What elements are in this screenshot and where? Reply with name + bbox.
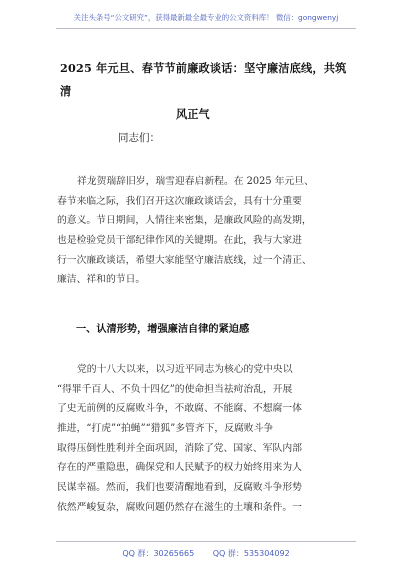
paragraph-1-line: 祥龙贺瑞辞旧岁，瑞雪迎春启新程。在 2025 年元旦、 (77, 176, 314, 187)
document-title-line-2: 风正气 (176, 107, 210, 121)
paragraph-1-line: 也是检验党员干部纪律作风的关键期。在此，我与大家进 (57, 235, 302, 247)
footer-contact (56, 548, 356, 559)
paragraph-2-line: 推进，“打虎”“拍蝇”“猎狐”多管齐下，反腐败斗争 (57, 423, 274, 435)
section-heading-1: 一、认清形势，增强廉洁自律的紧迫感 (76, 323, 250, 335)
paragraph-2-line: 民谋幸福。然而，我们也要清醒地看到，反腐败斗争形势 (57, 482, 302, 494)
paragraph-1 (57, 172, 359, 290)
footer-qq-group-2: QQ 群：535304092 (212, 549, 290, 558)
paragraph-1-line: 廉洁、祥和的节日。 (57, 274, 146, 286)
paragraph-2-line: 了史无前例的反腐败斗争，不敢腐、不能腐、不想腐一体 (57, 403, 302, 415)
document-title (60, 57, 356, 126)
paragraph-2-line: 党的十八大以来，以习近平同志为核心的党中央以 (77, 364, 293, 375)
paragraph-2-line: “得罪千百人、不负十四亿”的使命担当祛疴治乱，开展 (57, 383, 293, 395)
paragraph-2-line: 依然严峻复杂，腐败问题仍然存在滋生的土壤和条件。一 (57, 501, 302, 513)
header-divider (56, 28, 356, 29)
paragraph-1-line: 的意义。节日期间，人情往来密集，是廉政风险的高发期， (57, 215, 312, 227)
paragraph-1-line: 行一次廉政谈话，希望大家能坚守廉洁底线，过一个清正、 (57, 254, 312, 266)
paragraph-1-line: 春节来临之际，我们召开这次廉政谈话会，具有十分重要 (57, 195, 302, 207)
greeting: 同志们： (118, 132, 160, 144)
paragraph-2 (57, 360, 359, 518)
footer-divider (56, 541, 356, 542)
document-title-line-1: 2025 年元旦、春节节前廉政谈话：坚守廉洁底线，共筑清 (60, 61, 347, 98)
header-banner: 关注头条号“公文研究”，获得最新最全最专业的公文资料库！ 微信：gongwenyj (73, 13, 339, 22)
paragraph-2-line: 存在的严重隐患，确保党和人民赋予的权力始终用来为人 (57, 462, 302, 474)
paragraph-2-line: 取得压倒性胜利并全面巩固，消除了党、国家、军队内部 (57, 442, 302, 454)
footer-qq-group-1: QQ 群：30265665 (122, 549, 195, 558)
